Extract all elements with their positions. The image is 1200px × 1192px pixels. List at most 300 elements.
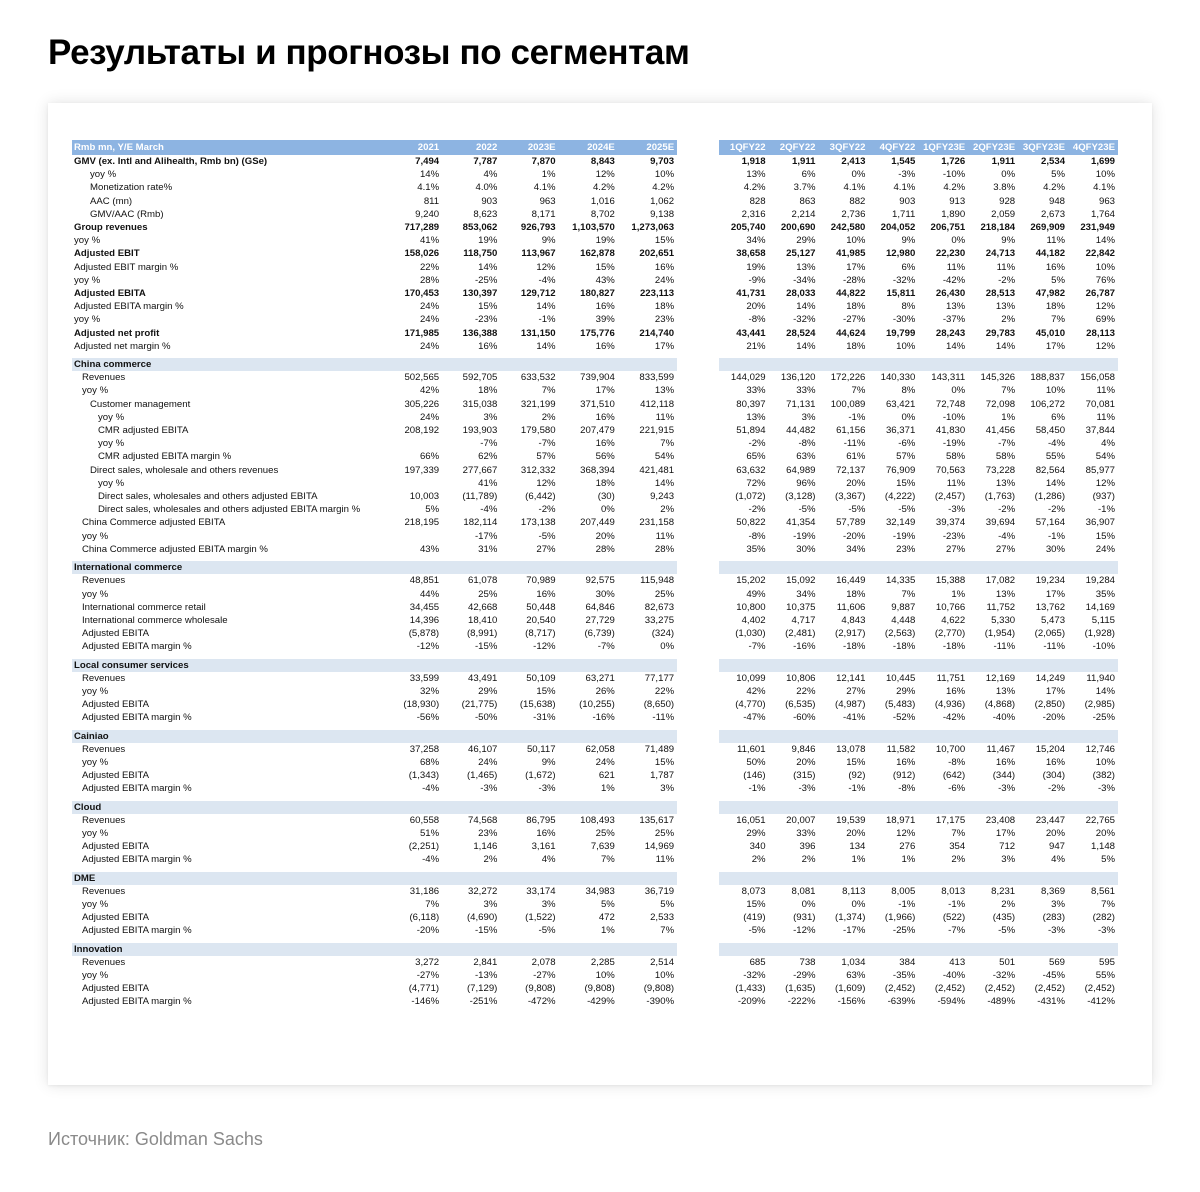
quarter-value: 11% bbox=[1046, 235, 1066, 247]
quarter-value: 82,564 bbox=[1035, 464, 1066, 476]
section-title: Local consumer services bbox=[72, 659, 677, 672]
annual-value: 903 bbox=[481, 195, 498, 207]
annual-value: 31% bbox=[478, 543, 498, 555]
row-label: China Commerce adjusted EBITA margin % bbox=[82, 543, 268, 555]
table-card bbox=[48, 103, 1152, 1085]
annual-value: 34,983 bbox=[585, 885, 615, 897]
annual-value: 5% bbox=[660, 898, 675, 910]
table-row bbox=[72, 743, 1118, 756]
annual-value: 182,114 bbox=[463, 517, 498, 529]
quarter-value: 29% bbox=[746, 827, 766, 839]
column-gap bbox=[677, 814, 719, 827]
quarter-value: 29% bbox=[896, 685, 916, 697]
quarter-value: -6% bbox=[898, 438, 916, 450]
table-row bbox=[72, 247, 1118, 260]
quarter-value: 501 bbox=[999, 956, 1016, 968]
section-title: Cloud bbox=[72, 801, 677, 814]
quarter-value: 8,561 bbox=[1090, 885, 1115, 897]
row-label: Direct sales, wholesale and others revenues bbox=[90, 464, 279, 476]
table-row bbox=[72, 437, 1118, 450]
quarter-value: 16% bbox=[995, 756, 1016, 768]
section-band bbox=[719, 943, 1118, 956]
section-title: DME bbox=[72, 872, 677, 885]
quarter-value: 20% bbox=[796, 756, 816, 768]
quarter-value: 10,099 bbox=[736, 672, 766, 684]
quarter-value: 44,182 bbox=[1035, 248, 1066, 260]
annual-value: 926,793 bbox=[520, 222, 556, 234]
annual-value: 2,078 bbox=[531, 956, 556, 968]
quarter-value: 96% bbox=[796, 477, 816, 489]
annual-value: 162,878 bbox=[580, 248, 615, 260]
quarter-value: -1% bbox=[948, 898, 966, 910]
quarter-value: -11% bbox=[1043, 641, 1066, 653]
quarter-value: 134 bbox=[849, 841, 866, 853]
annual-value: 43,491 bbox=[468, 672, 498, 684]
annual-value: 633,532 bbox=[520, 372, 556, 384]
annual-value: 12% bbox=[595, 169, 615, 181]
quarter-value: -19% bbox=[942, 438, 966, 450]
annual-value: 4% bbox=[483, 169, 498, 181]
column-gap bbox=[677, 313, 719, 326]
quarter-value: -3% bbox=[1047, 925, 1066, 937]
header-quarter: 4QFY23E bbox=[1068, 140, 1118, 155]
quarter-value: 28,524 bbox=[786, 327, 816, 339]
quarter-value: 738 bbox=[799, 956, 816, 968]
quarter-value: 70,081 bbox=[1085, 398, 1115, 410]
column-gap bbox=[677, 698, 719, 711]
annual-value: -7% bbox=[480, 438, 498, 450]
row-label: Adjusted EBITA bbox=[74, 288, 146, 300]
column-gap bbox=[677, 672, 719, 685]
quarter-value: 1% bbox=[951, 588, 966, 600]
quarter-value: 41,830 bbox=[935, 425, 966, 437]
column-gap bbox=[677, 221, 719, 234]
annual-value: 717,289 bbox=[404, 222, 440, 234]
quarter-value: 205,740 bbox=[730, 222, 766, 234]
quarter-value: (522) bbox=[942, 912, 966, 924]
quarter-value: 50,822 bbox=[736, 517, 766, 529]
annual-value: (6,739) bbox=[584, 628, 615, 640]
annual-value bbox=[384, 477, 442, 490]
annual-value: 1% bbox=[600, 783, 615, 795]
quarter-value: 11% bbox=[1096, 385, 1115, 397]
quarter-value: 928 bbox=[999, 195, 1016, 207]
row-label: GMV/AAC (Rmb) bbox=[90, 208, 164, 220]
quarter-value: -27% bbox=[843, 314, 866, 326]
quarter-value: 12% bbox=[896, 827, 916, 839]
quarter-value: 143,311 bbox=[931, 372, 966, 384]
quarter-value: 6% bbox=[901, 261, 916, 273]
quarter-value: (1,635) bbox=[785, 983, 816, 995]
quarter-value: -9% bbox=[748, 274, 766, 286]
quarter-value: 8,073 bbox=[741, 885, 766, 897]
annual-value: 15% bbox=[654, 235, 675, 247]
row-label: GMV (ex. Intl and Alihealth, Rmb bn) (GSe) bbox=[74, 156, 268, 167]
annual-value: 14,969 bbox=[644, 841, 675, 853]
annual-value: 371,510 bbox=[580, 398, 615, 410]
header-year: 2023E bbox=[500, 140, 558, 155]
quarter-value: 14% bbox=[1095, 235, 1115, 247]
quarter-value: 11,940 bbox=[1086, 672, 1115, 684]
annual-value: -23% bbox=[474, 314, 498, 326]
table-row bbox=[72, 782, 1118, 795]
annual-value: 20% bbox=[595, 530, 615, 542]
annual-value: 33,174 bbox=[526, 885, 556, 897]
annual-value: 28% bbox=[419, 274, 440, 286]
row-label: yoy % bbox=[82, 898, 109, 910]
quarter-value: (282) bbox=[1092, 912, 1115, 924]
annual-value: 12% bbox=[536, 477, 556, 489]
annual-value: 42% bbox=[419, 385, 440, 397]
annual-value: 28% bbox=[654, 543, 675, 555]
column-gap bbox=[677, 574, 719, 587]
annual-value: 33,599 bbox=[409, 672, 440, 684]
annual-value: 25% bbox=[478, 588, 498, 600]
quarter-value: -3% bbox=[1097, 925, 1115, 937]
quarter-value: (1,072) bbox=[735, 491, 766, 503]
quarter-value: 14% bbox=[995, 340, 1016, 352]
page-title: Результаты и прогнозы по сегментам bbox=[48, 33, 690, 73]
annual-value: (6,118) bbox=[409, 912, 440, 924]
annual-value: (9,808) bbox=[643, 983, 675, 995]
quarter-value: 55% bbox=[1095, 969, 1115, 981]
table-row bbox=[72, 411, 1118, 424]
quarter-value: 712 bbox=[999, 841, 1016, 853]
annual-value: 44% bbox=[419, 588, 440, 600]
column-gap bbox=[677, 801, 719, 814]
quarter-value: 10,445 bbox=[885, 672, 916, 684]
quarter-value: 42% bbox=[746, 685, 766, 697]
quarter-value: 23,408 bbox=[985, 814, 1016, 826]
quarter-value: 6% bbox=[1051, 411, 1066, 423]
quarter-value: 1,911 bbox=[792, 156, 816, 167]
annual-value: 130,397 bbox=[462, 288, 498, 300]
column-gap bbox=[677, 181, 719, 194]
annual-value: 17% bbox=[595, 385, 615, 397]
annual-value: -16% bbox=[592, 712, 615, 724]
header-label: Rmb mn, Y/E March bbox=[72, 140, 384, 155]
annual-value: (6,442) bbox=[525, 491, 556, 503]
quarter-value: 4% bbox=[1101, 438, 1115, 450]
annual-value: 4.1% bbox=[417, 182, 440, 194]
quarter-value: 11,467 bbox=[986, 743, 1016, 755]
quarter-value: -18% bbox=[942, 641, 966, 653]
column-gap bbox=[677, 561, 719, 574]
quarter-value: 12,746 bbox=[1085, 743, 1115, 755]
quarter-value: -3% bbox=[798, 783, 816, 795]
annual-value: -472% bbox=[527, 996, 556, 1008]
quarter-value: 12,980 bbox=[885, 248, 916, 260]
quarter-value: 8,005 bbox=[891, 885, 916, 897]
quarter-value: -222% bbox=[787, 996, 816, 1008]
annual-value: -5% bbox=[538, 530, 556, 542]
section-band bbox=[719, 801, 1118, 814]
table-row bbox=[72, 464, 1118, 477]
quarter-value: 63,421 bbox=[885, 398, 916, 410]
annual-value: 1,016 bbox=[590, 195, 615, 207]
annual-value: -11% bbox=[652, 712, 675, 724]
table-row bbox=[72, 274, 1118, 287]
quarter-value: 41,731 bbox=[736, 288, 766, 300]
quarter-value: 2% bbox=[801, 854, 816, 866]
column-gap bbox=[677, 464, 719, 477]
quarter-value: 23% bbox=[896, 543, 916, 555]
annual-value: 3% bbox=[660, 783, 675, 795]
quarter-value: 37,844 bbox=[1085, 425, 1115, 437]
header-quarter: 1QFY22 bbox=[719, 140, 769, 155]
quarter-value: 61,156 bbox=[836, 425, 866, 437]
column-gap bbox=[677, 614, 719, 627]
quarter-value: 2% bbox=[1001, 314, 1016, 326]
quarter-value: (2,917) bbox=[835, 628, 866, 640]
quarter-value: -7% bbox=[948, 925, 966, 937]
quarter-value: 1% bbox=[1001, 411, 1016, 423]
annual-value: 18,410 bbox=[468, 614, 498, 626]
table-row bbox=[72, 450, 1118, 463]
column-gap bbox=[677, 274, 719, 287]
annual-value: 7% bbox=[600, 854, 615, 866]
annual-value: 2% bbox=[660, 504, 675, 516]
column-gap bbox=[677, 247, 719, 260]
quarter-value: 30% bbox=[796, 543, 816, 555]
quarter-value: 204,052 bbox=[880, 222, 916, 234]
quarter-value: -52% bbox=[892, 712, 916, 724]
quarter-value: 70,563 bbox=[935, 464, 966, 476]
quarter-value: 11% bbox=[996, 261, 1016, 273]
quarter-value: -8% bbox=[798, 438, 816, 450]
quarter-value: 4.2% bbox=[943, 182, 966, 194]
quarter-value: 44,624 bbox=[836, 327, 866, 339]
annual-value: 70,989 bbox=[526, 575, 556, 587]
table-row bbox=[72, 924, 1118, 937]
annual-value: -4% bbox=[422, 783, 440, 795]
quarter-value: 9,887 bbox=[891, 601, 916, 613]
header-quarter: 3QFY22 bbox=[819, 140, 869, 155]
quarter-value: 36,371 bbox=[885, 425, 916, 437]
quarter-value: 11,601 bbox=[736, 743, 766, 755]
annual-value: 8,171 bbox=[531, 208, 556, 220]
quarter-value: 44,822 bbox=[836, 288, 866, 300]
quarter-value: 13% bbox=[995, 477, 1016, 489]
annual-value: (4,771) bbox=[408, 983, 440, 995]
annual-value: 221,915 bbox=[639, 425, 675, 437]
table-row bbox=[72, 756, 1118, 769]
annual-value: 7% bbox=[425, 898, 440, 910]
quarter-value: 396 bbox=[799, 841, 816, 853]
annual-value: 41% bbox=[419, 235, 440, 247]
quarter-value: -41% bbox=[843, 712, 866, 724]
quarter-value: 10% bbox=[896, 340, 916, 352]
quarter-value: 1,711 bbox=[892, 208, 916, 220]
annual-value: 2% bbox=[541, 411, 556, 423]
quarter-value: 10,375 bbox=[786, 601, 816, 613]
quarter-value: 16,449 bbox=[836, 575, 866, 587]
quarter-value: 11% bbox=[1096, 411, 1115, 423]
column-gap bbox=[677, 287, 719, 300]
annual-value: (8,717) bbox=[525, 628, 556, 640]
quarter-value: 72,748 bbox=[935, 398, 966, 410]
quarter-value: 63,632 bbox=[736, 464, 766, 476]
quarter-value: 269,909 bbox=[1030, 222, 1066, 234]
annual-value: 15% bbox=[595, 261, 615, 273]
quarter-value: 2% bbox=[1001, 898, 1016, 910]
table-row bbox=[72, 300, 1118, 313]
annual-value: 11% bbox=[655, 854, 675, 866]
quarter-value: -17% bbox=[843, 925, 866, 937]
quarter-value: -156% bbox=[837, 996, 866, 1008]
annual-value: 82,673 bbox=[644, 601, 675, 613]
quarter-value: -1% bbox=[848, 783, 866, 795]
quarter-value: -1% bbox=[898, 898, 916, 910]
row-label: Direct sales, wholesales and others adjusted EBITA margin % bbox=[98, 504, 361, 516]
annual-value: 32,272 bbox=[468, 885, 498, 897]
annual-value: -50% bbox=[474, 712, 498, 724]
annual-value: 20,540 bbox=[526, 614, 556, 626]
annual-value: 13% bbox=[654, 385, 675, 397]
column-gap bbox=[677, 872, 719, 885]
column-gap bbox=[677, 730, 719, 743]
section-band bbox=[719, 872, 1118, 885]
quarter-value: 8,113 bbox=[842, 885, 866, 897]
quarter-value: 1,764 bbox=[1090, 208, 1115, 220]
quarter-value: 16% bbox=[896, 756, 916, 768]
column-gap bbox=[677, 300, 719, 313]
header-quarter: 3QFY23E bbox=[1018, 140, 1068, 155]
quarter-value: 5,115 bbox=[1091, 614, 1115, 626]
quarter-value: -1% bbox=[1047, 530, 1066, 542]
quarter-value: 200,690 bbox=[780, 222, 816, 234]
annual-value: 833,599 bbox=[639, 372, 675, 384]
table-row bbox=[72, 814, 1118, 827]
quarter-value: 913 bbox=[949, 195, 966, 207]
table-row bbox=[72, 588, 1118, 601]
quarter-value: 8,231 bbox=[991, 885, 1016, 897]
annual-value: 214,740 bbox=[639, 327, 675, 339]
annual-value: 207,449 bbox=[580, 517, 615, 529]
header-year: 2022 bbox=[442, 140, 500, 155]
quarter-value: 106,272 bbox=[1030, 398, 1066, 410]
quarter-value: 71,131 bbox=[786, 398, 816, 410]
annual-value: 16% bbox=[595, 438, 615, 450]
annual-value: 74,568 bbox=[468, 814, 498, 826]
quarter-value: (2,563) bbox=[884, 628, 916, 640]
quarter-value: 4,448 bbox=[891, 614, 916, 626]
annual-value: -25% bbox=[474, 274, 498, 286]
quarter-value: 76,909 bbox=[885, 464, 916, 476]
row-label: Adjusted EBITA bbox=[82, 983, 150, 995]
quarter-value: 4,717 bbox=[791, 614, 816, 626]
annual-value: 11% bbox=[655, 411, 675, 423]
quarter-value: 8,081 bbox=[791, 885, 816, 897]
quarter-value: 1,911 bbox=[991, 156, 1016, 167]
column-gap bbox=[677, 340, 719, 353]
quarter-value: (1,609) bbox=[835, 983, 866, 995]
quarter-value: 34% bbox=[746, 235, 766, 247]
quarter-value: 12% bbox=[1095, 301, 1115, 313]
section-title: Cainiao bbox=[72, 730, 677, 743]
quarter-value: 15% bbox=[1095, 530, 1115, 542]
table-header bbox=[72, 140, 1118, 155]
annual-value: 86,795 bbox=[526, 814, 556, 826]
quarter-value: 16,051 bbox=[736, 814, 766, 826]
quarter-value: 2,673 bbox=[1041, 208, 1066, 220]
annual-value: 66% bbox=[419, 451, 440, 463]
table-row bbox=[72, 424, 1118, 437]
quarter-value: (92) bbox=[848, 770, 866, 782]
quarter-value: 10% bbox=[1095, 756, 1115, 768]
quarter-value: 14% bbox=[1045, 477, 1066, 489]
row-label: Group revenues bbox=[74, 222, 148, 234]
annual-value: 39% bbox=[595, 314, 615, 326]
annual-value: (7,129) bbox=[466, 983, 498, 995]
quarter-value: -29% bbox=[793, 969, 816, 981]
quarter-value: 26,787 bbox=[1085, 288, 1115, 300]
quarter-value: 3% bbox=[1051, 898, 1066, 910]
table-row bbox=[72, 711, 1118, 724]
quarter-value: -19% bbox=[793, 530, 816, 542]
row-label: Adjusted EBITA margin % bbox=[74, 301, 184, 313]
row-label: yoy % bbox=[98, 411, 125, 423]
annual-value: 24% bbox=[595, 756, 615, 768]
annual-value: -1% bbox=[538, 314, 556, 326]
quarter-value: 36,907 bbox=[1085, 517, 1115, 529]
annual-value: 3% bbox=[541, 898, 556, 910]
quarter-value: -12% bbox=[793, 925, 816, 937]
annual-value: 68% bbox=[419, 756, 440, 768]
quarter-value: 2,059 bbox=[991, 208, 1016, 220]
annual-value: 1,787 bbox=[650, 770, 675, 782]
annual-value: 136,388 bbox=[462, 327, 498, 339]
quarter-value: -4% bbox=[998, 530, 1016, 542]
quarter-value: 16% bbox=[1045, 756, 1066, 768]
column-gap bbox=[677, 371, 719, 384]
annual-value: 24% bbox=[419, 340, 440, 352]
quarter-value: 16% bbox=[946, 685, 966, 697]
annual-value: -27% bbox=[533, 969, 556, 981]
quarter-value: 13% bbox=[796, 261, 816, 273]
quarter-value: 13,078 bbox=[836, 743, 866, 755]
annual-value: 50,448 bbox=[526, 601, 556, 613]
section-band bbox=[719, 730, 1118, 743]
quarter-value: 13% bbox=[746, 169, 766, 181]
quarter-value: 0% bbox=[951, 235, 966, 247]
row-label: Monetization rate% bbox=[90, 182, 173, 194]
row-label: Revenues bbox=[82, 885, 126, 897]
quarter-value: 14,249 bbox=[1035, 672, 1066, 684]
row-label: yoy % bbox=[98, 438, 125, 450]
annual-value: -3% bbox=[538, 783, 556, 795]
quarter-value: -2% bbox=[998, 274, 1016, 286]
quarter-value: 22,765 bbox=[1085, 814, 1115, 826]
annual-value: 2,285 bbox=[590, 956, 615, 968]
annual-value: 16% bbox=[595, 340, 615, 352]
annual-value: 7,494 bbox=[415, 156, 440, 167]
annual-value: 27% bbox=[536, 543, 556, 555]
annual-value: (1,343) bbox=[408, 770, 440, 782]
annual-value: 3% bbox=[483, 411, 498, 423]
section-header-row bbox=[72, 872, 1118, 885]
quarter-value: 63% bbox=[796, 451, 816, 463]
quarter-value: (2,452) bbox=[984, 983, 1016, 995]
header-quarter: 1QFY23E bbox=[918, 140, 968, 155]
quarter-value: 188,837 bbox=[1030, 372, 1066, 384]
annual-value: 3,161 bbox=[531, 841, 556, 853]
quarter-value: -431% bbox=[1037, 996, 1066, 1008]
quarter-value: 2,736 bbox=[841, 208, 866, 220]
row-label: Adjusted EBITA margin % bbox=[82, 783, 192, 795]
table-row bbox=[72, 477, 1118, 490]
quarter-value: (2,985) bbox=[1084, 699, 1115, 711]
